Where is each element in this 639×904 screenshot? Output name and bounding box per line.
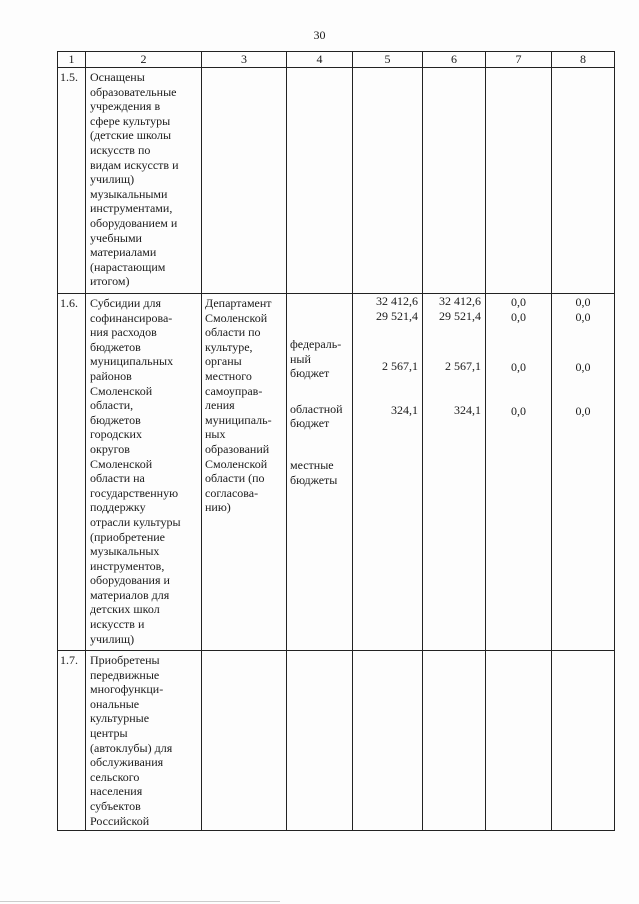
col5-federal: 29 521,4 — [376, 308, 418, 323]
column-header: 6 — [423, 52, 486, 68]
empty-cell — [287, 68, 353, 294]
col6-local: 324,1 — [454, 402, 481, 417]
empty-cell — [287, 651, 353, 831]
col6-values — [423, 294, 486, 651]
col5-local: 324,1 — [391, 402, 418, 417]
empty-cell — [353, 651, 423, 831]
scan-edge-line — [0, 901, 280, 902]
column-header: 1 — [58, 52, 86, 68]
col7-values — [486, 294, 552, 651]
col6-regional: 2 567,1 — [445, 359, 481, 374]
col6-federal: 29 521,4 — [439, 308, 481, 323]
col7-local: 0,0 — [511, 403, 526, 418]
funding-source-local: местные бюджеты — [290, 458, 338, 487]
row-description: Приобретены передвижные многофункци- ональные культурные центры (автоклубы) для обслуживания сельского населения субъектов Российской — [86, 651, 202, 831]
row-number: 1.5. — [58, 68, 86, 294]
responsible-organization: Департамент Смоленской области по культуре, органы местного самоуправ- ления муниципаль- ных образований Смоленской области (по согласова- нию) — [202, 294, 287, 651]
row-number: 1.7. — [58, 651, 86, 831]
funding-source-total — [290, 309, 349, 323]
column-header: 8 — [552, 52, 615, 68]
col8-values — [552, 294, 615, 651]
empty-cell — [486, 68, 552, 294]
empty-cell — [423, 68, 486, 294]
col7-federal: 0,0 — [511, 309, 526, 324]
table-row — [58, 651, 615, 831]
program-table — [57, 51, 615, 831]
col8-federal: 0,0 — [575, 309, 591, 324]
empty-cell — [202, 651, 287, 831]
column-header: 4 — [287, 52, 353, 68]
table-row — [58, 68, 615, 294]
column-header-row — [58, 52, 615, 68]
col8-total: 0,0 — [575, 295, 591, 309]
page-number: 30 — [313, 28, 326, 42]
empty-cell — [423, 651, 486, 831]
funding-sources — [287, 294, 353, 651]
column-header: 2 — [86, 52, 202, 68]
funding-source-regional: областной бюджет — [290, 401, 343, 431]
empty-cell — [353, 68, 423, 294]
table-row — [58, 294, 615, 651]
empty-cell — [486, 651, 552, 831]
column-header: 3 — [202, 52, 287, 68]
row-description: Оснащены образовательные учреждения в сфере культуры (детские школы искусств по видам искусств и училищ) музыкальными инструментами, оборудованием и учебными материалами (нарастающим итогом) — [86, 68, 202, 294]
col7-regional: 0,0 — [511, 360, 526, 375]
column-header: 5 — [353, 52, 423, 68]
row-number: 1.6. — [58, 294, 86, 651]
row-description: Субсидии для софинансирова- ния расходов бюджетов муниципальных районов Смоленской области, бюджетов городских округов Смоленской области на государственную поддержку отрасли культуры (приобретение музыкальных инструментов, оборудования и материалов для детских школ искусств и училищ) — [86, 294, 202, 651]
col7-total: 0,0 — [511, 295, 526, 309]
col8-regional: 0,0 — [575, 360, 591, 375]
col6-total: 32 412,6 — [439, 294, 481, 308]
empty-cell — [202, 68, 287, 294]
empty-cell — [552, 651, 615, 831]
col5-regional: 2 567,1 — [382, 359, 418, 374]
empty-cell — [552, 68, 615, 294]
col5-total: 32 412,6 — [376, 294, 418, 308]
column-header: 7 — [486, 52, 552, 68]
col8-local: 0,0 — [575, 403, 591, 418]
funding-source-federal: федераль- ный бюджет — [290, 337, 342, 381]
col5-values — [353, 294, 423, 651]
